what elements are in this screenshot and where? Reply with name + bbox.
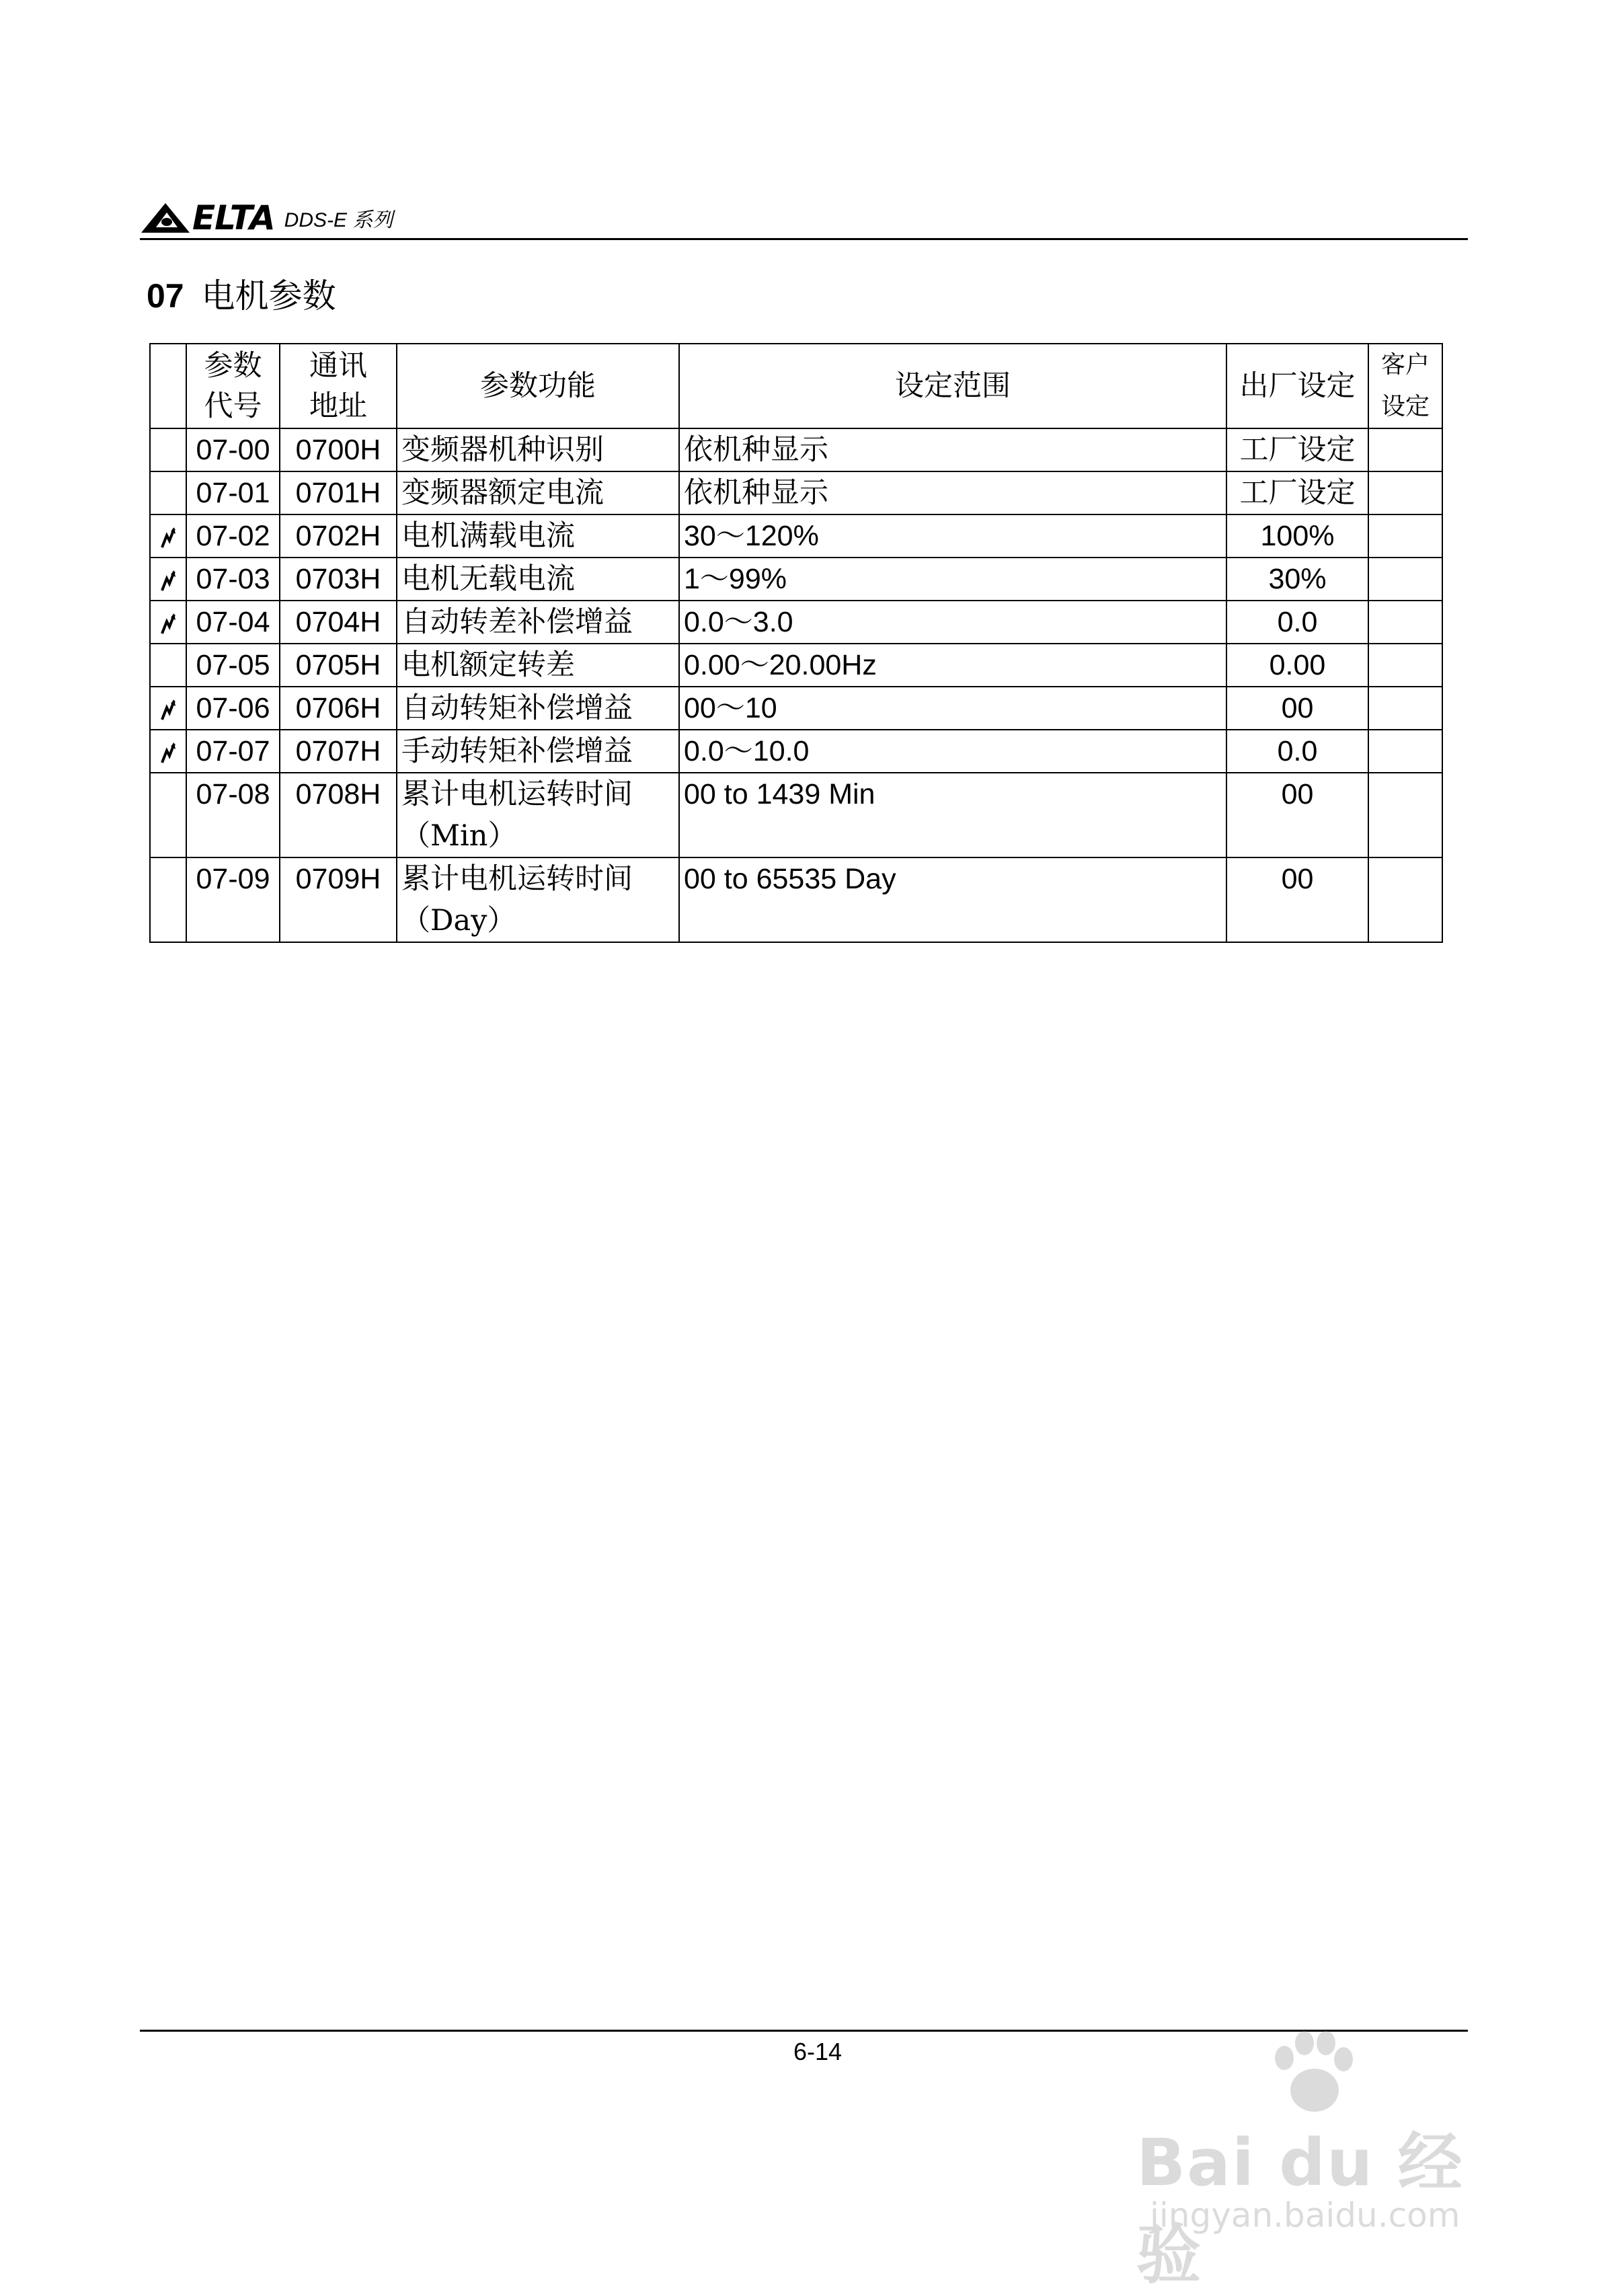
flag-cell — [150, 428, 186, 471]
watermark-text: Bai du 经验 — [1136, 2125, 1464, 2293]
delta-logo — [140, 198, 393, 237]
param-address-cell: 0700H — [280, 428, 397, 471]
param-customer-cell — [1368, 644, 1442, 687]
param-customer-cell — [1368, 773, 1442, 857]
header-address — [280, 344, 397, 428]
param-customer-cell — [1368, 857, 1442, 942]
header-code-label: 参数代号 — [204, 348, 262, 423]
brand-name: ELTA — [192, 198, 275, 237]
param-function-cell: 电机满载电流 — [397, 514, 679, 558]
param-range-cell: 00 to 65535 Day — [679, 857, 1226, 942]
section-heading: 电机参数 — [201, 276, 336, 315]
header-divider — [140, 238, 1468, 240]
editable-flag-icon — [158, 740, 178, 767]
editable-flag-icon — [158, 611, 178, 638]
param-function-cell: 自动转差补偿增益 — [397, 601, 679, 644]
param-code-cell: 07-01 — [186, 471, 280, 514]
param-range-cell: 依机种显示 — [679, 428, 1226, 471]
param-factory-cell: 100% — [1226, 514, 1368, 558]
param-range-cell: 0.0～10.0 — [679, 730, 1226, 773]
table-row — [150, 428, 1442, 471]
flag-cell — [150, 471, 186, 514]
param-range-cell: 30～120% — [679, 514, 1226, 558]
flag-cell — [150, 514, 186, 558]
table-header-row — [150, 344, 1442, 428]
param-function-cell: 变频器额定电流 — [397, 471, 679, 514]
param-customer-cell — [1368, 687, 1442, 730]
param-customer-cell — [1368, 428, 1442, 471]
table-row — [150, 687, 1442, 730]
param-code-cell: 07-06 — [186, 687, 280, 730]
header-function: 参数功能 — [397, 344, 679, 428]
param-function-cell: 电机无载电流 — [397, 558, 679, 601]
flag-cell — [150, 773, 186, 857]
param-address-cell: 0705H — [280, 644, 397, 687]
param-range-cell: 00 to 1439 Min — [679, 773, 1226, 857]
section-number: 07 — [147, 277, 184, 315]
flag-cell — [150, 644, 186, 687]
editable-flag-icon — [158, 525, 178, 551]
table-row — [150, 644, 1442, 687]
param-range-cell: 1～99% — [679, 558, 1226, 601]
param-code-cell: 07-07 — [186, 730, 280, 773]
param-address-cell: 0702H — [280, 514, 397, 558]
param-factory-cell: 工厂设定 — [1226, 471, 1368, 514]
param-factory-cell: 0.00 — [1226, 644, 1368, 687]
header-address-label: 通讯地址 — [309, 348, 367, 423]
param-customer-cell — [1368, 601, 1442, 644]
param-function-cell: 手动转矩补偿增益 — [397, 730, 679, 773]
param-code-cell: 07-09 — [186, 857, 280, 942]
param-address-cell: 0708H — [280, 773, 397, 857]
flag-cell — [150, 558, 186, 601]
table-row — [150, 730, 1442, 773]
param-address-cell: 0704H — [280, 601, 397, 644]
param-code-cell: 07-02 — [186, 514, 280, 558]
param-range-cell: 0.0～3.0 — [679, 601, 1226, 644]
param-function-cell: 自动转矩补偿增益 — [397, 687, 679, 730]
table-row — [150, 514, 1442, 558]
flag-cell — [150, 601, 186, 644]
delta-triangle-logo-icon — [140, 202, 191, 234]
table-row — [150, 471, 1442, 514]
editable-flag-icon — [158, 568, 178, 595]
table-row — [150, 601, 1442, 644]
param-factory-cell: 工厂设定 — [1226, 428, 1368, 471]
param-function-cell: 累计电机运转时间（Min） — [397, 773, 679, 857]
param-code-cell: 07-03 — [186, 558, 280, 601]
param-code-cell: 07-00 — [186, 428, 280, 471]
section-title — [147, 269, 336, 317]
flag-cell — [150, 730, 186, 773]
param-customer-cell — [1368, 471, 1442, 514]
param-factory-cell: 00 — [1226, 773, 1368, 857]
editable-flag-icon — [158, 697, 178, 724]
param-address-cell: 0709H — [280, 857, 397, 942]
param-address-cell: 0703H — [280, 558, 397, 601]
param-factory-cell: 0.0 — [1226, 601, 1368, 644]
table-row — [150, 857, 1442, 942]
param-code-cell: 07-04 — [186, 601, 280, 644]
series-label: DDS-E 系列 — [284, 209, 393, 231]
param-code-cell: 07-05 — [186, 644, 280, 687]
param-factory-cell: 00 — [1226, 857, 1368, 942]
paw-print-icon — [1264, 2031, 1358, 2118]
param-function-cell: 电机额定转差 — [397, 644, 679, 687]
page-header — [140, 198, 1468, 242]
header-customer-label: 客户设定 — [1380, 351, 1430, 420]
param-factory-cell: 0.0 — [1226, 730, 1368, 773]
param-factory-cell: 00 — [1226, 687, 1368, 730]
header-factory: 出厂设定 — [1226, 344, 1368, 428]
param-function-cell: 变频器机种识别 — [397, 428, 679, 471]
param-address-cell: 0706H — [280, 687, 397, 730]
param-address-cell: 0701H — [280, 471, 397, 514]
param-customer-cell — [1368, 730, 1442, 773]
table-row — [150, 558, 1442, 601]
table-row — [150, 773, 1442, 857]
param-range-cell: 00～10 — [679, 687, 1226, 730]
parameter-table — [149, 343, 1443, 943]
flag-cell — [150, 687, 186, 730]
param-range-cell: 0.00～20.00Hz — [679, 644, 1226, 687]
page-number: 6-14 — [793, 2038, 843, 2065]
param-range-cell: 依机种显示 — [679, 471, 1226, 514]
header-range: 设定范围 — [679, 344, 1226, 428]
param-customer-cell — [1368, 558, 1442, 601]
param-function-cell: 累计电机运转时间（Day） — [397, 857, 679, 942]
header-code — [186, 344, 280, 428]
param-factory-cell: 30% — [1226, 558, 1368, 601]
watermark-url: jingyan.baidu.com — [1150, 2196, 1460, 2235]
header-customer — [1368, 344, 1442, 428]
flag-cell — [150, 857, 186, 942]
param-code-cell: 07-08 — [186, 773, 280, 857]
param-address-cell: 0707H — [280, 730, 397, 773]
param-customer-cell — [1368, 514, 1442, 558]
baidu-watermark — [1136, 2031, 1513, 2293]
header-flag — [150, 344, 186, 428]
